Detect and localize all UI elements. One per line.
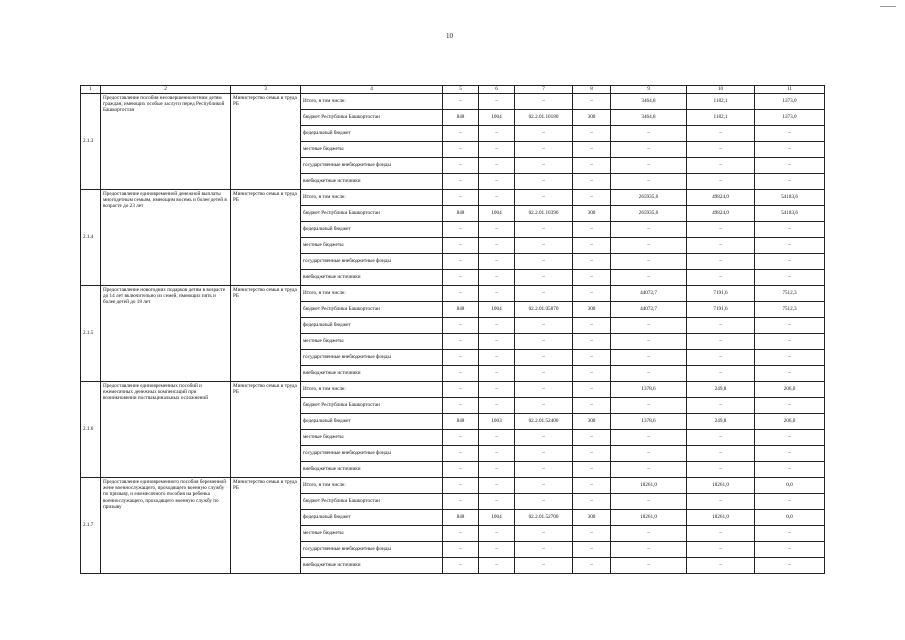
section-code: – [479, 270, 515, 286]
gr-code: – [443, 558, 479, 574]
year-2020-amount: – [755, 430, 825, 446]
year-2019-amount: 7191,6 [687, 286, 755, 302]
gr-code: – [443, 318, 479, 334]
year-2019-amount: – [687, 494, 755, 510]
gr-code: – [443, 430, 479, 446]
table-row [81, 286, 825, 302]
total-amount: – [611, 126, 687, 142]
target-article-code: – [515, 254, 573, 270]
expense-type-code: 300 [573, 510, 611, 526]
funding-source: государственные внебюджетные фонды [301, 446, 443, 462]
year-2020-amount: – [755, 254, 825, 270]
expense-type-code: – [573, 286, 611, 302]
column-number: 2 [101, 86, 231, 94]
gr-code: – [443, 366, 479, 382]
target-article-code: – [515, 126, 573, 142]
year-2019-amount: – [687, 350, 755, 366]
gr-code: 848 [443, 110, 479, 126]
target-article-code: 02.2.01.52400 [515, 414, 573, 430]
funding-source: государственные внебюджетные фонды [301, 350, 443, 366]
total-amount: – [611, 318, 687, 334]
year-2019-amount: 18261,0 [687, 510, 755, 526]
year-2019-amount: – [687, 398, 755, 414]
total-amount: – [611, 254, 687, 270]
target-article-code: 02.2.01.05870 [515, 302, 573, 318]
column-number: 7 [515, 86, 573, 94]
expense-type-code: – [573, 526, 611, 542]
funding-source: бюджет Республики Башкортостан [301, 494, 443, 510]
measure-name: Предоставление пособия несовершеннолетним детям граждан, имеющих особые заслуги перед Республикой Башкортостан [101, 94, 231, 190]
year-2019-amount: – [687, 462, 755, 478]
section-code: – [479, 254, 515, 270]
year-2020-amount: – [755, 446, 825, 462]
gr-code: – [443, 526, 479, 542]
executor-name: Министерство семьи и труда РБ [231, 382, 301, 478]
target-article-code: – [515, 526, 573, 542]
total-amount: – [611, 270, 687, 286]
year-2020-amount: 54183,6 [755, 190, 825, 206]
year-2019-amount: – [687, 174, 755, 190]
gr-code: – [443, 446, 479, 462]
gr-code: 848 [443, 510, 479, 526]
expense-type-code: – [573, 382, 611, 398]
year-2019-amount: – [687, 558, 755, 574]
target-article-code: – [515, 542, 573, 558]
gr-code: – [443, 126, 479, 142]
target-article-code: 02.2.01.10390 [515, 206, 573, 222]
target-article-code: – [515, 286, 573, 302]
total-amount: – [611, 398, 687, 414]
section-code: – [479, 462, 515, 478]
target-article-code: – [515, 222, 573, 238]
target-article-code: 02.2.01.52700 [515, 510, 573, 526]
table-row [81, 94, 825, 110]
funding-source: федеральный бюджет [301, 126, 443, 142]
year-2020-amount: – [755, 158, 825, 174]
executor-name: Министерство семьи и труда РБ [231, 286, 301, 382]
year-2020-amount: – [755, 270, 825, 286]
page-number: 10 [446, 32, 453, 40]
year-2019-amount: 49824,0 [687, 206, 755, 222]
target-article-code: – [515, 334, 573, 350]
expense-type-code: – [573, 478, 611, 494]
section-code: – [479, 478, 515, 494]
section-code: – [479, 558, 515, 574]
column-number: 6 [479, 86, 515, 94]
expense-type-code: – [573, 350, 611, 366]
funding-source: федеральный бюджет [301, 222, 443, 238]
funding-source: бюджет Республики Башкортостан [301, 302, 443, 318]
total-amount: – [611, 542, 687, 558]
column-number: 4 [301, 86, 443, 94]
column-number-row [81, 86, 825, 94]
year-2020-amount: 7512,3 [755, 302, 825, 318]
funding-source: внебюджетные источники [301, 270, 443, 286]
expense-type-code: – [573, 366, 611, 382]
section-code: – [479, 174, 515, 190]
year-2020-amount: 1373,0 [755, 94, 825, 110]
measure-name: Предоставление единовременных пособий и ежемесячных денежных компенсаций при возникновении поствакцинальных осложнений [101, 382, 231, 478]
gr-code: – [443, 254, 479, 270]
funding-source: внебюджетные источники [301, 366, 443, 382]
section-code: – [479, 398, 515, 414]
column-number: 11 [755, 86, 825, 94]
funding-source: местные бюджеты [301, 238, 443, 254]
section-code: – [479, 446, 515, 462]
year-2019-amount: – [687, 430, 755, 446]
total-amount: – [611, 174, 687, 190]
year-2019-amount: – [687, 542, 755, 558]
target-article-code: – [515, 190, 573, 206]
total-amount: 265935,6 [611, 190, 687, 206]
gr-code: – [443, 382, 479, 398]
section-code: – [479, 542, 515, 558]
expense-type-code: – [573, 222, 611, 238]
gr-code: – [443, 286, 479, 302]
measure-code: 2.1.7 [81, 478, 101, 574]
expense-type-code: – [573, 494, 611, 510]
funding-source: бюджет Республики Башкортостан [301, 398, 443, 414]
expense-type-code: – [573, 174, 611, 190]
section-code: – [479, 334, 515, 350]
year-2020-amount: – [755, 542, 825, 558]
expense-type-code: – [573, 398, 611, 414]
expense-type-code: – [573, 142, 611, 158]
funding-source: Итого, в том числе: [301, 382, 443, 398]
expense-type-code: – [573, 430, 611, 446]
gr-code: 848 [443, 302, 479, 318]
target-article-code: – [515, 494, 573, 510]
expense-type-code: – [573, 94, 611, 110]
gr-code: – [443, 494, 479, 510]
expense-type-code: – [573, 558, 611, 574]
total-amount: 18261,0 [611, 478, 687, 494]
total-amount: – [611, 494, 687, 510]
year-2020-amount: 206,0 [755, 382, 825, 398]
total-amount: 1378,6 [611, 414, 687, 430]
year-2020-amount: – [755, 142, 825, 158]
measure-code: 2.1.6 [81, 382, 101, 478]
total-amount: – [611, 430, 687, 446]
year-2019-amount: 249,8 [687, 414, 755, 430]
expense-type-code: – [573, 190, 611, 206]
year-2020-amount: – [755, 334, 825, 350]
funding-source: местные бюджеты [301, 430, 443, 446]
funding-source: государственные внебюджетные фонды [301, 158, 443, 174]
year-2019-amount: – [687, 158, 755, 174]
total-amount: 3464,8 [611, 110, 687, 126]
total-amount: – [611, 462, 687, 478]
year-2020-amount: – [755, 222, 825, 238]
table-row [81, 478, 825, 494]
target-article-code: – [515, 350, 573, 366]
funding-source: федеральный бюджет [301, 414, 443, 430]
total-amount: 265935,6 [611, 206, 687, 222]
funding-source: федеральный бюджет [301, 510, 443, 526]
target-article-code: – [515, 158, 573, 174]
total-amount: – [611, 222, 687, 238]
year-2020-amount: – [755, 462, 825, 478]
total-amount: – [611, 142, 687, 158]
target-article-code: – [515, 318, 573, 334]
year-2019-amount: 18261,0 [687, 478, 755, 494]
expense-type-code: – [573, 542, 611, 558]
year-2019-amount: – [687, 318, 755, 334]
expense-type-code: 300 [573, 206, 611, 222]
funding-source: Итого, в том числе: [301, 190, 443, 206]
year-2019-amount: – [687, 142, 755, 158]
year-2019-amount: – [687, 526, 755, 542]
section-code: 1004 [479, 302, 515, 318]
funding-source: государственные внебюджетные фонды [301, 542, 443, 558]
gr-code: – [443, 542, 479, 558]
executor-name: Министерство семьи и труда РБ [231, 478, 301, 574]
column-number: 10 [687, 86, 755, 94]
funding-source: федеральный бюджет [301, 318, 443, 334]
expense-type-code: 300 [573, 302, 611, 318]
year-2020-amount: 0,0 [755, 478, 825, 494]
measure-code: 2.1.3 [81, 94, 101, 190]
year-2020-amount: – [755, 126, 825, 142]
target-article-code: – [515, 94, 573, 110]
total-amount: 1378,6 [611, 382, 687, 398]
section-code: – [479, 494, 515, 510]
funding-source: бюджет Республики Башкортостан [301, 110, 443, 126]
section-code: – [479, 382, 515, 398]
column-number: 3 [231, 86, 301, 94]
year-2020-amount: – [755, 174, 825, 190]
total-amount: – [611, 158, 687, 174]
table-row [81, 382, 825, 398]
year-2019-amount: – [687, 254, 755, 270]
target-article-code: – [515, 238, 573, 254]
section-code: – [479, 526, 515, 542]
year-2019-amount: – [687, 366, 755, 382]
funding-source: местные бюджеты [301, 334, 443, 350]
section-code: – [479, 94, 515, 110]
expense-type-code: – [573, 334, 611, 350]
measure-name: Предоставление единовременной денежной выплаты многодетным семьям, имеющим восемь и более детей в возрасте до 23 лет [101, 190, 231, 286]
section-code: – [479, 366, 515, 382]
expense-type-code: – [573, 318, 611, 334]
funding-source: местные бюджеты [301, 142, 443, 158]
expense-type-code: – [573, 270, 611, 286]
year-2020-amount: – [755, 318, 825, 334]
year-2020-amount: – [755, 238, 825, 254]
year-2019-amount: 49824,0 [687, 190, 755, 206]
measure-code: 2.1.4 [81, 190, 101, 286]
gr-code: – [443, 398, 479, 414]
expense-type-code: 300 [573, 414, 611, 430]
budget-table-body [81, 86, 825, 574]
year-2020-amount: – [755, 350, 825, 366]
funding-source: Итого, в том числе: [301, 94, 443, 110]
year-2020-amount: 7512,3 [755, 286, 825, 302]
target-article-code: – [515, 270, 573, 286]
target-article-code: – [515, 382, 573, 398]
gr-code: 848 [443, 206, 479, 222]
executor-name: Министерство семьи и труда РБ [231, 94, 301, 190]
executor-name: Министерство семьи и труда РБ [231, 190, 301, 286]
funding-source: внебюджетные источники [301, 558, 443, 574]
funding-source: внебюджетные источники [301, 174, 443, 190]
total-amount: – [611, 238, 687, 254]
section-code: – [479, 238, 515, 254]
year-2020-amount: – [755, 366, 825, 382]
section-code: – [479, 126, 515, 142]
section-code: – [479, 222, 515, 238]
year-2019-amount: – [687, 334, 755, 350]
expense-type-code: – [573, 126, 611, 142]
target-article-code: – [515, 142, 573, 158]
target-article-code: 02.2.01.10180 [515, 110, 573, 126]
gr-code: – [443, 142, 479, 158]
funding-source: государственные внебюджетные фонды [301, 254, 443, 270]
column-number: 1 [81, 86, 101, 94]
total-amount: – [611, 366, 687, 382]
year-2019-amount: – [687, 446, 755, 462]
target-article-code: – [515, 446, 573, 462]
scan-mark [880, 6, 896, 7]
expense-type-code: 300 [573, 110, 611, 126]
year-2019-amount: – [687, 222, 755, 238]
year-2020-amount: 0,0 [755, 510, 825, 526]
target-article-code: – [515, 398, 573, 414]
funding-source: местные бюджеты [301, 526, 443, 542]
section-code: – [479, 142, 515, 158]
gr-code: – [443, 478, 479, 494]
section-code: 1004 [479, 110, 515, 126]
gr-code: – [443, 174, 479, 190]
expense-type-code: – [573, 238, 611, 254]
total-amount: 3464,8 [611, 94, 687, 110]
expense-type-code: – [573, 446, 611, 462]
section-code: – [479, 158, 515, 174]
year-2019-amount: 7191,6 [687, 302, 755, 318]
measure-name: Предоставление новогодних подарков детям в возрасте до 14 лет включительно из семей, имеющих пять и более детей до 18 лет [101, 286, 231, 382]
section-code: – [479, 430, 515, 446]
gr-code: – [443, 222, 479, 238]
expense-type-code: – [573, 158, 611, 174]
funding-source: внебюджетные источники [301, 462, 443, 478]
budget-table [80, 85, 825, 574]
gr-code: – [443, 350, 479, 366]
section-code: 1004 [479, 510, 515, 526]
total-amount: – [611, 334, 687, 350]
year-2020-amount: – [755, 558, 825, 574]
column-number: 9 [611, 86, 687, 94]
gr-code: – [443, 190, 479, 206]
section-code: 1003 [479, 414, 515, 430]
section-code: – [479, 190, 515, 206]
table-row [81, 190, 825, 206]
year-2020-amount: – [755, 398, 825, 414]
year-2019-amount: 1182,1 [687, 110, 755, 126]
funding-source: Итого, в том числе: [301, 286, 443, 302]
section-code: – [479, 318, 515, 334]
gr-code: – [443, 94, 479, 110]
total-amount: – [611, 350, 687, 366]
total-amount: 44072,7 [611, 302, 687, 318]
total-amount: – [611, 558, 687, 574]
column-number: 5 [443, 86, 479, 94]
year-2020-amount: 1373,0 [755, 110, 825, 126]
section-code: – [479, 350, 515, 366]
target-article-code: – [515, 174, 573, 190]
gr-code: – [443, 462, 479, 478]
year-2020-amount: 54183,6 [755, 206, 825, 222]
gr-code: 848 [443, 414, 479, 430]
measure-code: 2.1.5 [81, 286, 101, 382]
year-2020-amount: – [755, 494, 825, 510]
target-article-code: – [515, 462, 573, 478]
year-2020-amount: 206,0 [755, 414, 825, 430]
target-article-code: – [515, 430, 573, 446]
section-code: 1004 [479, 206, 515, 222]
gr-code: – [443, 238, 479, 254]
year-2019-amount: – [687, 126, 755, 142]
gr-code: – [443, 158, 479, 174]
year-2019-amount: 1182,1 [687, 94, 755, 110]
expense-type-code: – [573, 462, 611, 478]
year-2020-amount: – [755, 526, 825, 542]
target-article-code: – [515, 478, 573, 494]
total-amount: 44072,7 [611, 286, 687, 302]
target-article-code: – [515, 366, 573, 382]
total-amount: 18261,0 [611, 510, 687, 526]
gr-code: – [443, 334, 479, 350]
measure-name: Предоставление единовременного пособия беременной жене военнослужащего, проходящего военную службу по призыву, и ежемесячного пособия на ребенка военнослужащего, проходящего военную службу по призыву [101, 478, 231, 574]
target-article-code: – [515, 558, 573, 574]
column-number: 8 [573, 86, 611, 94]
funding-source: Итого, в том числе: [301, 478, 443, 494]
section-code: – [479, 286, 515, 302]
year-2019-amount: – [687, 238, 755, 254]
total-amount: – [611, 526, 687, 542]
year-2019-amount: 249,8 [687, 382, 755, 398]
year-2019-amount: – [687, 270, 755, 286]
gr-code: – [443, 270, 479, 286]
expense-type-code: – [573, 254, 611, 270]
total-amount: – [611, 446, 687, 462]
funding-source: бюджет Республики Башкортостан [301, 206, 443, 222]
